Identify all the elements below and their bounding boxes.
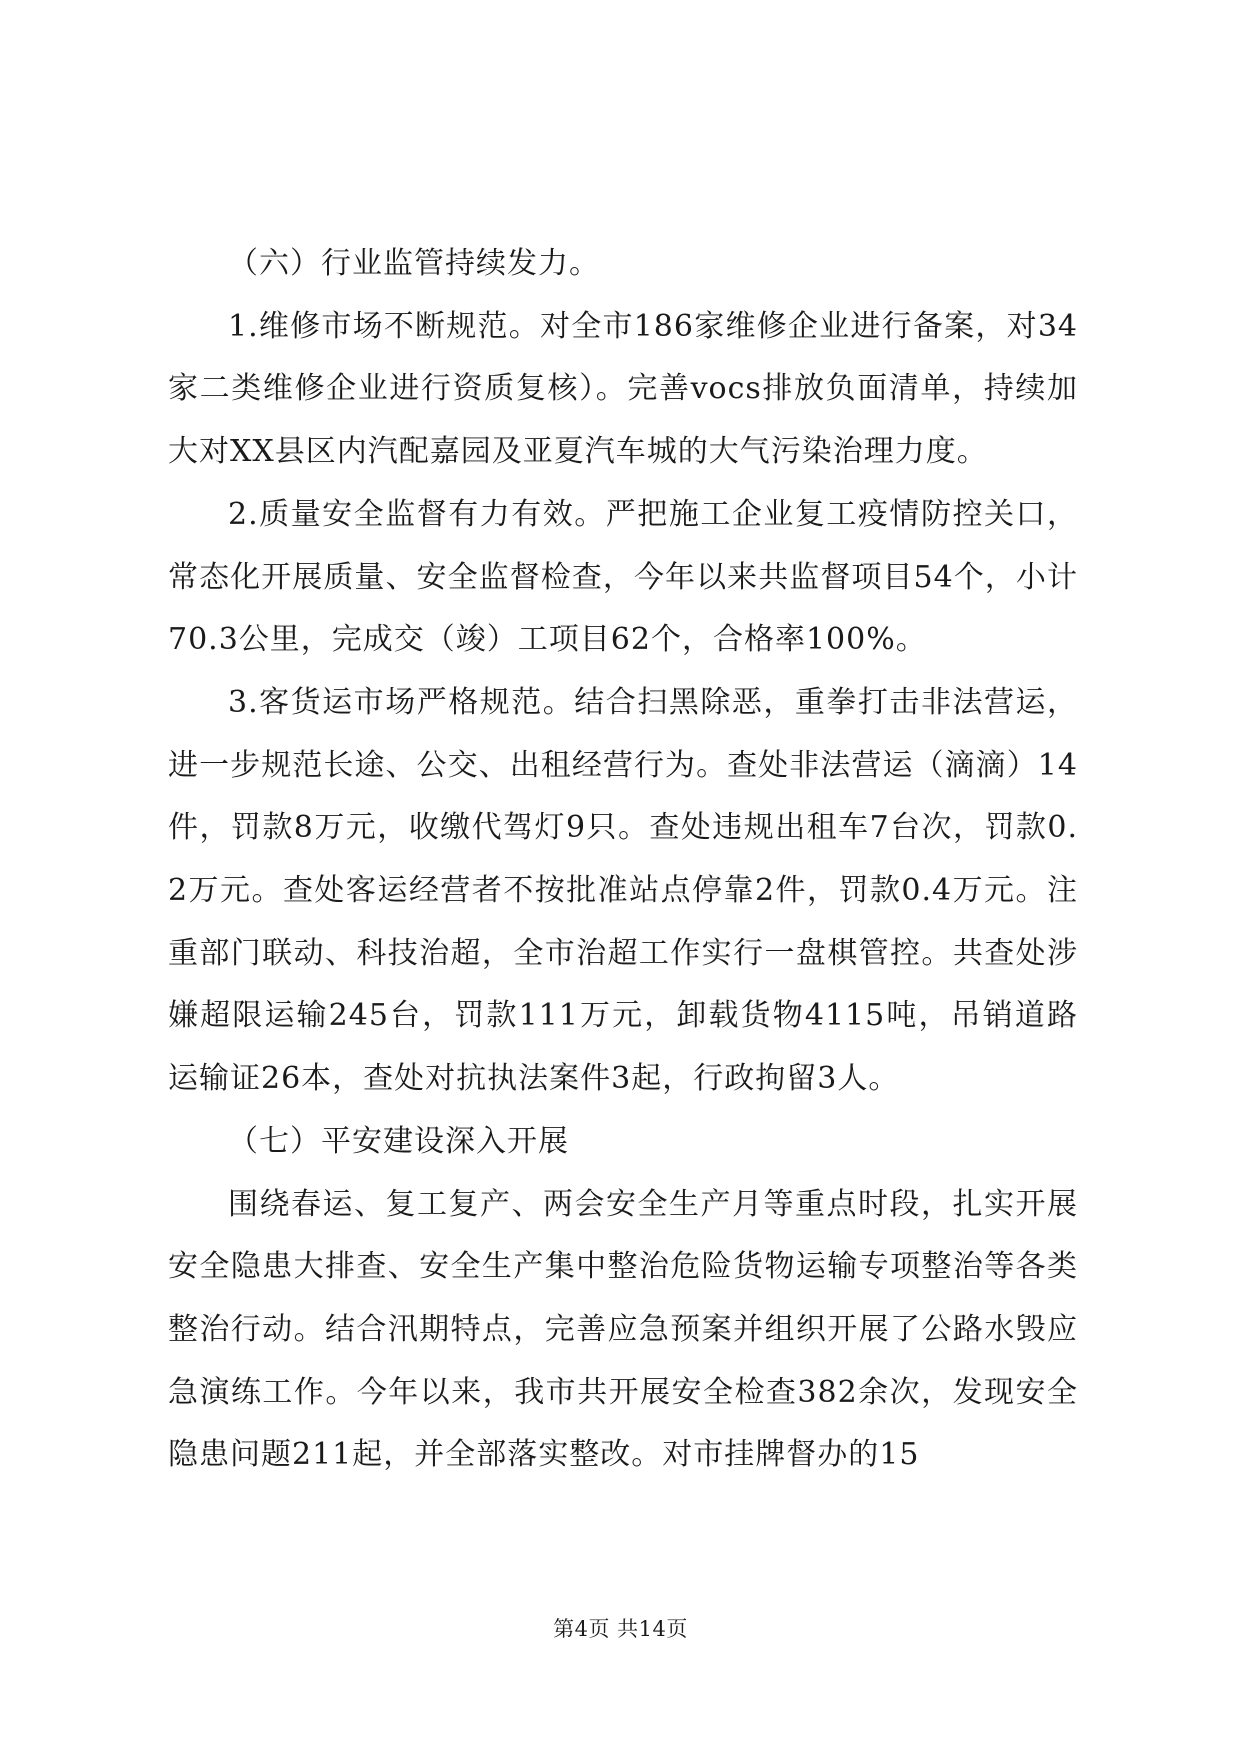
paragraph-quality-safety: 2.质量安全监督有力有效。严把施工企业复工疫情防控关口，常态化开展质量、安全监督检查，今年以来共监督项目54个，小计70.3公里，完成交（竣）工项目62个，合格率100%。 [168,496,1078,658]
section-heading-six: （六）行业监管持续发力。 [228,246,600,281]
document-body [168,233,1078,1487]
section-heading-seven: （七）平安建设深入开展 [228,1123,569,1159]
paragraph-repair-market: 1.维修市场不断规范。对全市186家维修企业进行备案，对34家二类维修企业进行资质复核）。完善vocs排放负面清单，持续加大对XX县区内汽配嘉园及亚夏汽车城的大气污染治理力度。 [168,308,1078,470]
paragraph-transport-market: 3.客货运市场严格规范。结合扫黑除恶，重拳打击非法营运，进一步规范长途、公交、出租经营行为。查处非法营运（滴滴）14件，罚款8万元，收缴代驾灯9只。查处违规出租车7台次，罚款0.2万元。查处客运经营者不按批准站点停靠2件，罚款0.4万元。注重部门联动、科技治超，全市治超工作实行一盘棋管控。共查处涉嫌超限运输245台，罚款111万元，卸载货物4115吨，吊销道路运输证26本，查处对抗执法案件3起，行政拘留3人。 [168,684,1078,1097]
paragraph-safety-construction: 围绕春运、复工复产、两会安全生产月等重点时段，扎实开展安全隐患大排查、安全生产集中整治危险货物运输专项整治等各类整治行动。结合汛期特点，完善应急预案并组织开展了公路水毁应急演练工作。今年以来，我市共开展安全检查382余次，发现安全隐患问题211起，并全部落实整改。对市挂牌督办的15 [168,1186,1078,1473]
page-number: 第4页 共14页 [553,1617,688,1641]
